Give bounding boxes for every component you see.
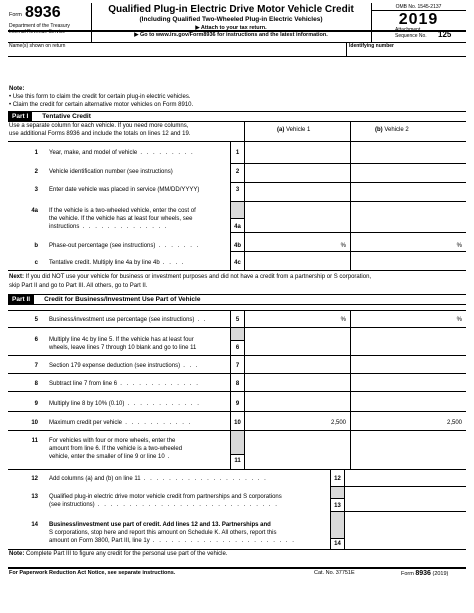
part2-title: Credit for Business/Investment Use Part of Vehicle bbox=[44, 296, 201, 303]
line-11-b-input[interactable] bbox=[351, 431, 466, 468]
line-11-text-3: vehicle, enter the smaller of line 9 or line 10 . bbox=[49, 454, 172, 460]
line-13-input[interactable] bbox=[345, 487, 466, 510]
line-8-b-input[interactable] bbox=[351, 374, 466, 391]
line-14-text-2: S corporations, stop here and report this amount on Schedule K. All others, report this bbox=[49, 530, 277, 536]
footer-rule bbox=[8, 567, 466, 569]
line-2-a-input[interactable] bbox=[245, 164, 350, 182]
line-4b-a-input[interactable] bbox=[245, 234, 340, 251]
line-10-a-value: 2,500 bbox=[330, 420, 346, 426]
line-14-shade-rule bbox=[330, 538, 344, 539]
line-12-box: 12 bbox=[334, 476, 341, 482]
line-7-text: Section 179 expense deduction (see instructions) . . . bbox=[49, 363, 200, 369]
part1-title: Tentative Credit bbox=[42, 113, 91, 120]
line-4a-shade bbox=[231, 202, 244, 218]
line-5-b-unit: % bbox=[456, 317, 462, 323]
line-4c-b-input[interactable] bbox=[351, 252, 466, 269]
line-2-b-input[interactable] bbox=[351, 164, 466, 182]
part1-bottom-rule bbox=[8, 270, 466, 271]
line-5-num: 5 bbox=[34, 317, 38, 323]
line-4b-b-input[interactable] bbox=[351, 234, 456, 251]
id-label: Identifying number bbox=[349, 43, 394, 49]
line-1-label: Year, make, and model of vehicle bbox=[49, 150, 138, 156]
line-3-num: 3 bbox=[34, 187, 38, 193]
line-9-a-input[interactable] bbox=[245, 392, 350, 411]
line-11-num: 11 bbox=[31, 438, 38, 444]
line-11-text-2: amount from line 6. If the vehicle is a two-wheeled bbox=[49, 446, 183, 452]
line-4a-b-input[interactable] bbox=[351, 202, 466, 232]
part2-header-rule bbox=[8, 304, 466, 305]
line-3-b-input[interactable] bbox=[351, 183, 466, 201]
line-7-a-input[interactable] bbox=[245, 356, 350, 373]
line-10-label: Maximum credit per vehicle bbox=[49, 420, 123, 426]
line-6-shade bbox=[231, 328, 244, 340]
line-12-label: Add columns (a) and (b) on line 11 bbox=[49, 476, 141, 482]
line-6-text-1: Multiply line 4c by line 5. If the vehicle has at least four bbox=[49, 337, 194, 343]
sequence-number: 125 bbox=[438, 30, 452, 39]
form-subtitle: (Including Qualified Two-Wheeled Plug-in Electric Vehicles) bbox=[139, 16, 323, 23]
note-item-1: • Use this form to claim the credit for certain plug-in electric vehicles. bbox=[9, 94, 191, 100]
line-5-a-input[interactable] bbox=[245, 311, 340, 326]
footer-note-label: Note: bbox=[9, 551, 25, 557]
line-9-box: 9 bbox=[235, 401, 240, 407]
next-label: Next: bbox=[9, 274, 25, 280]
line-4a-num: 4a bbox=[31, 208, 38, 214]
line-12-text: Add columns (a) and (b) on line 11 . . . . . . . . . . . . . . . . . . . . bbox=[49, 476, 268, 482]
line-4a-a-input[interactable] bbox=[245, 202, 350, 232]
footer-form-number: 8936 bbox=[415, 570, 431, 577]
part1-intro-2: use additional Forms 8936 and include the totals on lines 12 and 19. bbox=[9, 131, 191, 137]
line-7-b-input[interactable] bbox=[351, 356, 466, 373]
line-4b-b-unit: % bbox=[456, 243, 462, 249]
line-4c-text: Tentative credit. Multiply line 4a by line 4b . . . . bbox=[49, 260, 186, 266]
line-13-text-1: Qualified plug-in electric drive motor vehicle credit from partnerships and S corporations bbox=[49, 494, 282, 500]
line-5-label: Business/investment use percentage (see instructions) bbox=[49, 317, 195, 323]
line-6-num: 6 bbox=[34, 337, 38, 343]
line-3-text: Enter date vehicle was placed in service (MM/DD/YYYY) bbox=[49, 187, 200, 193]
line-4a-label-3: instructions bbox=[49, 224, 80, 230]
line-2-box: 2 bbox=[235, 169, 240, 175]
line-11-shade-rule bbox=[230, 454, 244, 455]
line-14-input[interactable] bbox=[345, 512, 466, 549]
line-4b-num: b bbox=[34, 243, 38, 249]
line-13-box: 13 bbox=[334, 503, 341, 509]
note-title: Note: bbox=[9, 86, 25, 92]
col-b-header bbox=[375, 127, 409, 135]
line-4b-box: 4b bbox=[233, 243, 241, 249]
line-14-box: 14 bbox=[334, 541, 341, 547]
form-number: 8936 bbox=[25, 4, 61, 21]
col-a-letter: (a) bbox=[277, 127, 285, 133]
line-5-box: 5 bbox=[235, 317, 240, 323]
line-3-box: 3 bbox=[235, 187, 240, 193]
line-7-box: 7 bbox=[235, 363, 240, 369]
name-row-top bbox=[8, 42, 466, 43]
line-14-label-3: amount on Form 3800, Part III, line 1y bbox=[49, 538, 150, 544]
col-a-header bbox=[277, 127, 310, 135]
line-8-num: 8 bbox=[34, 381, 38, 387]
irs-label: Internal Revenue Service bbox=[9, 29, 66, 35]
line-1-a-input[interactable] bbox=[245, 143, 350, 163]
line-8-text: Subtract line 7 from line 6 . . . . . . . . . . . . . bbox=[49, 381, 200, 387]
line-11-box: 11 bbox=[234, 458, 241, 464]
line-1-b-input[interactable] bbox=[351, 143, 466, 163]
line-2-text: Vehicle identification number (see instructions) bbox=[49, 169, 173, 175]
line-7-label: Section 179 expense deduction (see instructions) bbox=[49, 363, 181, 369]
line-12-input[interactable] bbox=[345, 470, 466, 486]
line-10-num: 10 bbox=[31, 420, 38, 426]
col-b-letter: (b) bbox=[375, 127, 383, 133]
line-8-box: 8 bbox=[235, 381, 240, 387]
line-5-b-input[interactable] bbox=[351, 311, 456, 326]
line-10-text: Maximum credit per vehicle . . . . . . . . . . . bbox=[49, 420, 192, 426]
part1-col-header-rule bbox=[8, 141, 466, 142]
paperwork-notice: For Paperwork Reduction Act Notice, see separate instructions. bbox=[9, 570, 176, 576]
line-4a-text-1: If the vehicle is a two-wheeled vehicle, enter the cost of bbox=[49, 208, 196, 214]
line-13-num: 13 bbox=[31, 494, 38, 500]
line-5-text: Business/investment use percentage (see instructions) . . bbox=[49, 317, 208, 323]
line-5-a-unit: % bbox=[340, 317, 346, 323]
line-14-num: 14 bbox=[31, 522, 38, 528]
line-9-num: 9 bbox=[34, 401, 38, 407]
line-4a-text-3: instructions . . . . . . . . . . . . . . bbox=[49, 224, 169, 230]
line-4a-rule bbox=[230, 232, 466, 233]
line-6-shade-rule bbox=[230, 340, 244, 341]
line-10-b-value: 2,500 bbox=[446, 420, 462, 426]
catalog-number: Cat. No. 37751E bbox=[314, 570, 355, 576]
line-11-shade bbox=[231, 431, 244, 454]
col-b-title: Vehicle 2 bbox=[384, 127, 409, 133]
line-4b-text: Phase-out percentage (see instructions) . . . . . . . bbox=[49, 243, 200, 249]
footer-year: (2019) bbox=[432, 571, 449, 577]
form-title: Qualified Plug-in Electric Drive Motor Vehicle Credit bbox=[108, 4, 354, 15]
line-8-label: Subtract line 7 from line 6 bbox=[49, 381, 118, 387]
line-6-box: 6 bbox=[235, 345, 240, 351]
line-4c-label: Tentative credit. Multiply line 4a by line 4b bbox=[49, 260, 160, 266]
form-label: Form bbox=[9, 12, 22, 18]
line-13-shade bbox=[331, 487, 344, 498]
part1-intro-1: Use a separate column for each vehicle. If you need more columns, bbox=[9, 123, 189, 129]
line-4b-label: Phase-out percentage (see instructions) bbox=[49, 243, 156, 249]
part2-header bbox=[8, 295, 200, 304]
part2-bottom-rule bbox=[8, 549, 466, 550]
goto-instruction: ▶ Go to www.irs.gov/Form8936 for instructions and the latest information. bbox=[134, 32, 328, 38]
part2-label: Part II bbox=[8, 295, 34, 304]
line-4c-box: 4c bbox=[234, 260, 241, 266]
line-9-b-input[interactable] bbox=[351, 392, 466, 411]
line-14-text-3: amount on Form 3800, Part III, line 1y . . . . . . . . . . . . . . . . . . . . . . . bbox=[49, 538, 296, 544]
attachment-label: Attachment bbox=[395, 27, 421, 33]
next-text-1: If you did NOT use your vehicle for business or investment purposes and did not have a credit from a partnership or S corporation, bbox=[25, 274, 372, 280]
line-4a-shade-rule bbox=[230, 218, 244, 219]
attach-instruction: ▶ Attach to your tax return. bbox=[195, 25, 267, 31]
next-line-1 bbox=[9, 274, 465, 282]
line-7-num: 7 bbox=[34, 363, 38, 369]
line-10-box: 10 bbox=[234, 420, 241, 426]
line-4c-a-input[interactable] bbox=[245, 252, 350, 269]
line-4b-a-unit: % bbox=[340, 243, 346, 249]
part1-label: Part I bbox=[8, 112, 32, 121]
line-9-label: Multiply line 8 by 10% (0.10) bbox=[49, 401, 125, 407]
tax-year: 2019 bbox=[398, 11, 439, 28]
dept-label: Department of the Treasury bbox=[9, 23, 70, 29]
line-1-box: 1 bbox=[235, 150, 240, 156]
line-11-text-1: For vehicles with four or more wheels, enter the bbox=[49, 438, 176, 444]
line-3-a-input[interactable] bbox=[245, 183, 350, 201]
next-line-2: skip Part II and go to Part III. All others, go to Part II. bbox=[9, 283, 148, 289]
line-6-text-2: wheels, leave lines 7 through 10 blank and go to line 11 bbox=[49, 345, 197, 351]
part1-header bbox=[8, 112, 91, 121]
footer-note bbox=[9, 551, 227, 559]
line-12-num: 12 bbox=[31, 476, 38, 482]
col-a-title: Vehicle 1 bbox=[286, 127, 311, 133]
line-9-text: Multiply line 8 by 10% (0.10) . . . . . . . . . . . . bbox=[49, 401, 201, 407]
footer-note-text: Complete Part III to figure any credit for the personal use part of the vehicle. bbox=[26, 551, 228, 557]
line-11-a-input[interactable] bbox=[245, 431, 350, 468]
line-11-label-3: vehicle, enter the smaller of line 9 or line 10 bbox=[49, 454, 165, 460]
line-4c-num: c bbox=[34, 260, 38, 266]
name-label: Name(s) shown on return bbox=[9, 43, 66, 49]
line-6-a-input[interactable] bbox=[245, 328, 350, 355]
note-item-2: • Claim the credit for certain alternative motor vehicles on Form 8910. bbox=[9, 102, 194, 108]
line-13-text-2: (see instructions) . . . . . . . . . . . . . . . . . . . . . . . . . . . . . bbox=[49, 502, 279, 508]
line-6-b-input[interactable] bbox=[351, 328, 466, 355]
line-14-text-1: Business/investment use part of credit. Add lines 12 and 13. Partnerships and bbox=[49, 522, 271, 528]
line-9-rule bbox=[8, 411, 466, 412]
footer-form-word: Form bbox=[401, 571, 414, 577]
footer-form-id bbox=[401, 570, 448, 578]
line-1-num: 1 bbox=[34, 150, 38, 156]
part1-header-rule bbox=[8, 121, 466, 122]
line-13-label-2: (see instructions) bbox=[49, 502, 95, 508]
line-4a-text-2: the vehicle. If the vehicle has at least four wheels, see bbox=[49, 216, 193, 222]
line-4a-box: 4a bbox=[234, 224, 241, 230]
line-14-shade bbox=[331, 512, 344, 538]
name-row-bottom bbox=[8, 56, 466, 57]
line-13-shade-rule bbox=[330, 498, 344, 499]
omb-number: OMB No. 1545-2137 bbox=[395, 4, 442, 10]
line-8-a-input[interactable] bbox=[245, 374, 350, 391]
name-id-divider bbox=[346, 42, 347, 56]
sequence-label: Sequence No. bbox=[395, 33, 427, 39]
line-2-num: 2 bbox=[34, 169, 38, 175]
line-1-text: Year, make, and model of vehicle . . . . . . . . . bbox=[49, 150, 195, 156]
